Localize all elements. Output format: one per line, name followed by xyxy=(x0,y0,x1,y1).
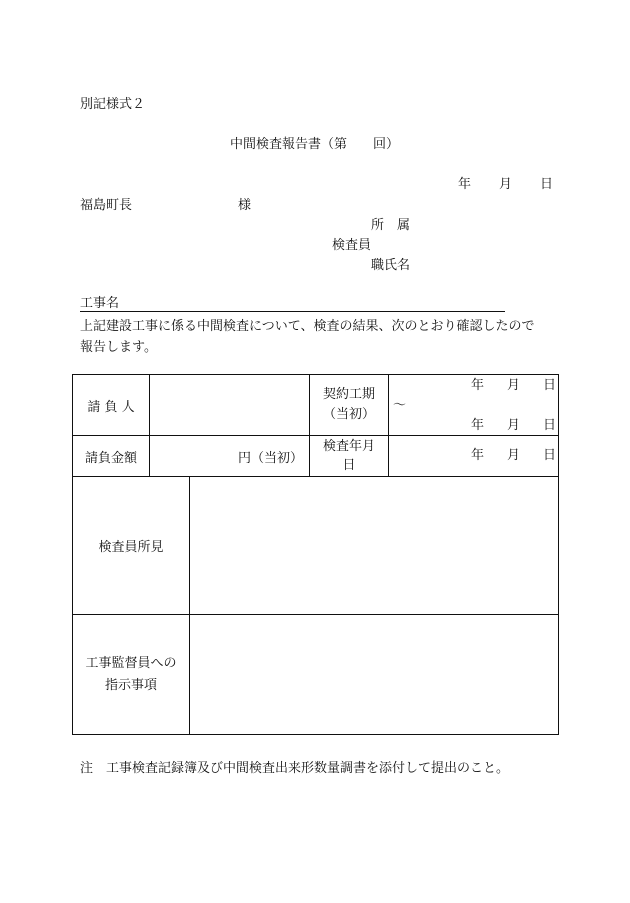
contractor-label-cell xyxy=(73,375,150,436)
period-start-month: 月 xyxy=(507,378,521,393)
period-tilde: ～ xyxy=(393,398,407,413)
statement-line-1: 上記建設工事に係る中間検査について、検査の結果、次のとおり確認したので xyxy=(80,319,535,334)
inspector-opinion-value-cell[interactable] xyxy=(190,477,559,615)
inspection-month: 月 xyxy=(507,448,521,463)
inspection-date-value-cell[interactable] xyxy=(389,436,559,477)
amount-label: 請負金額 xyxy=(84,450,137,466)
instruction-label-2: 指示事項 xyxy=(104,677,157,693)
report-table xyxy=(72,374,559,735)
contract-period-value-cell[interactable] xyxy=(389,375,559,436)
period-start-year: 年 xyxy=(471,378,485,393)
page-title: 中間検査報告書（第 回） xyxy=(230,137,400,152)
footnote: 注 工事検査記録簿及び中間検査出来形数量調書を添付して提出のこと。 xyxy=(80,761,510,776)
inspection-date-label-1: 検査年月 xyxy=(322,439,375,454)
amount-value-cell[interactable] xyxy=(150,436,310,477)
inspection-day: 日 xyxy=(543,448,557,463)
contract-period-label-cell xyxy=(310,375,389,436)
contract-period-label-2: （当初） xyxy=(322,407,375,422)
inspection-year: 年 xyxy=(471,448,485,463)
project-name-label: 工事名 xyxy=(80,296,120,311)
inspection-date-label-cell xyxy=(310,436,389,477)
statement-line-2: 報告します。 xyxy=(80,340,157,355)
affiliation-label: 所 属 xyxy=(371,218,411,233)
inspector-opinion-label: 検査員所見 xyxy=(98,540,164,555)
form-id: 別記様式２ xyxy=(80,97,146,112)
amount-unit: 円（当初） xyxy=(237,450,303,466)
date-day-label: 日 xyxy=(540,177,554,192)
instruction-label-1: 工事監督員への xyxy=(85,655,177,671)
contractor-value-cell[interactable] xyxy=(150,375,310,436)
contractor-label: 請 負 人 xyxy=(87,399,135,415)
addressee-honorific: 様 xyxy=(238,198,252,213)
inspector-opinion-label-cell xyxy=(73,477,190,615)
instruction-label-cell xyxy=(73,615,190,735)
position-name-label: 職氏名 xyxy=(371,258,411,273)
period-end-year: 年 xyxy=(471,418,485,433)
addressee-name: 福島町長 xyxy=(80,198,133,213)
instruction-value-cell[interactable] xyxy=(190,615,559,735)
period-end-day: 日 xyxy=(543,418,557,433)
amount-label-cell xyxy=(73,436,150,477)
period-start-day: 日 xyxy=(543,378,557,393)
project-name-line xyxy=(80,297,505,312)
period-end-month: 月 xyxy=(507,418,521,433)
date-month-label: 月 xyxy=(499,177,513,192)
contract-period-label-1: 契約工期 xyxy=(322,387,375,402)
date-year-label: 年 xyxy=(458,177,472,192)
inspector-label: 検査員 xyxy=(332,238,372,253)
inspection-date-label-2: 日 xyxy=(342,458,356,473)
